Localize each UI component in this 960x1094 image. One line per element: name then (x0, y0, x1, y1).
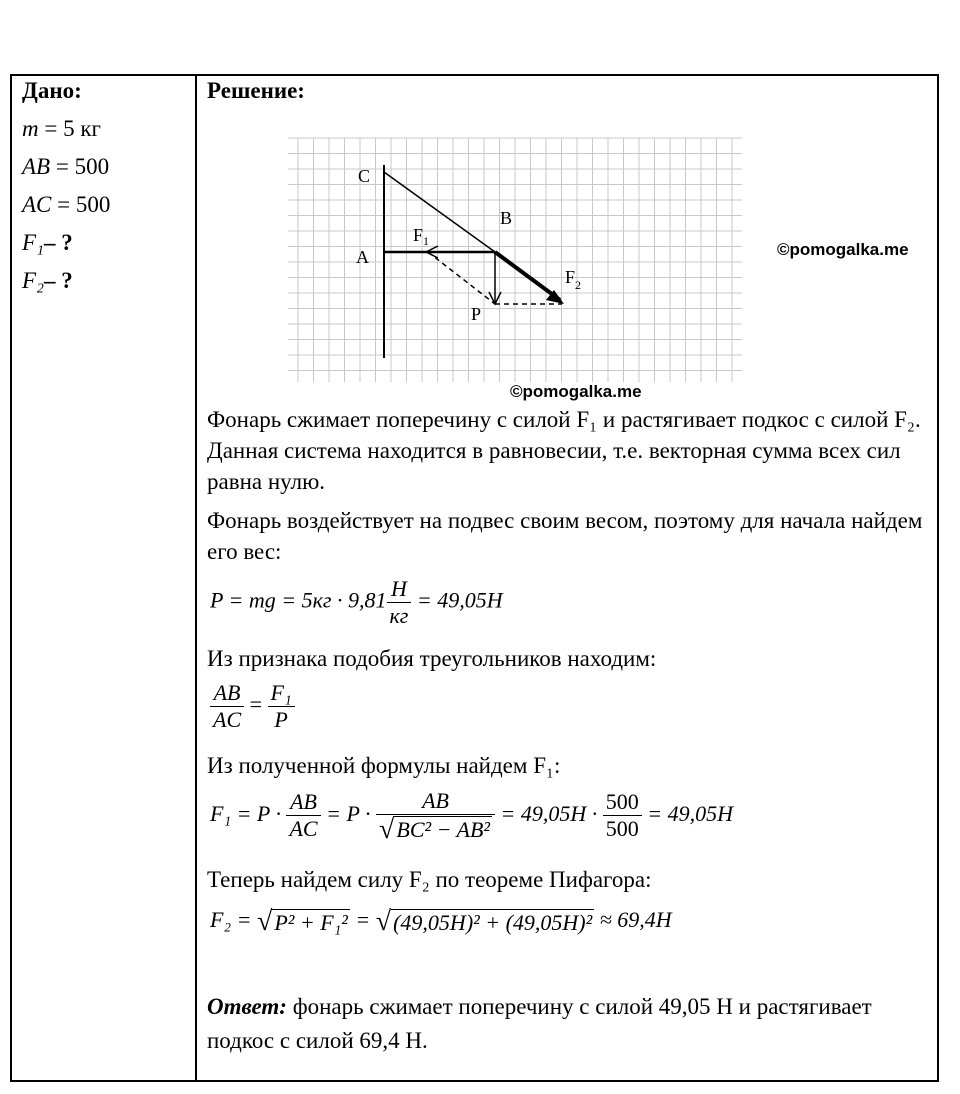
paragraph: Из полученной формулы найдем F₁: (207, 753, 561, 778)
given-row: m = 5 кг (22, 116, 101, 141)
given-row: F₂– ? (22, 268, 73, 293)
given-row: F₁– ? (22, 230, 73, 255)
paragraph: Фонарь воздействует на подвес своим весом, поэтому для начала найдем его вес: (207, 508, 923, 564)
formula-weight: P = mg = 5кг · 9,81 $\frac{Н}{кг}$ = 49,05Н (210, 576, 503, 628)
label-b: B (500, 208, 513, 228)
force-diagram (280, 130, 750, 390)
watermark: ©pomogalka.me (510, 382, 642, 401)
label-f1: $F_1$ (413, 225, 430, 248)
given-row: AC = 500 (22, 192, 111, 217)
formula-similarity: $\frac{AB}{AC}$ = $\frac{\text{F₁}}{P}$ (210, 680, 295, 733)
answer (207, 990, 932, 1058)
paragraph: Фонарь сжимает поперечину с силой F₁ и растягивает подкос с силой F₂. Данная система находится в равновесии, т.е. векторная сумма всех сил равна нулю. (207, 407, 921, 494)
label-a: A (356, 247, 369, 267)
solution-header: Решение: (207, 78, 305, 103)
column-divider (195, 74, 197, 1082)
given-row: AB = 500 (22, 154, 110, 179)
paragraph: Теперь найдем силу F₂ по теореме Пифагора: (207, 867, 652, 892)
formula-f2: F₂ = √P² + F₁² = √(49,05Н)² + (49,05Н)² ≈ 69,4Н (210, 906, 672, 937)
paragraph: Из признака подобия треугольников находим: (207, 646, 657, 671)
label-c: C (358, 166, 371, 186)
answer-label: Ответ: (207, 994, 287, 1019)
label-p: P (471, 304, 482, 324)
formula-f1: F₁ = P · $\frac{AB}{AC}$ = P · $\frac{AB}{\text{√BC² − AB²}}$ = 49,05Н · $\frac{500}{500}$ = 49,05Н (210, 788, 733, 845)
answer-text: фонарь сжимает поперечину с силой 49,05 Н и растягивает подкос с силой 69,4 Н. (207, 994, 872, 1053)
label-f2: $F_2$ (565, 267, 582, 292)
watermark: ©pomogalka.me (777, 240, 909, 259)
given-header: Дано: (22, 78, 82, 103)
given-column (22, 78, 192, 304)
